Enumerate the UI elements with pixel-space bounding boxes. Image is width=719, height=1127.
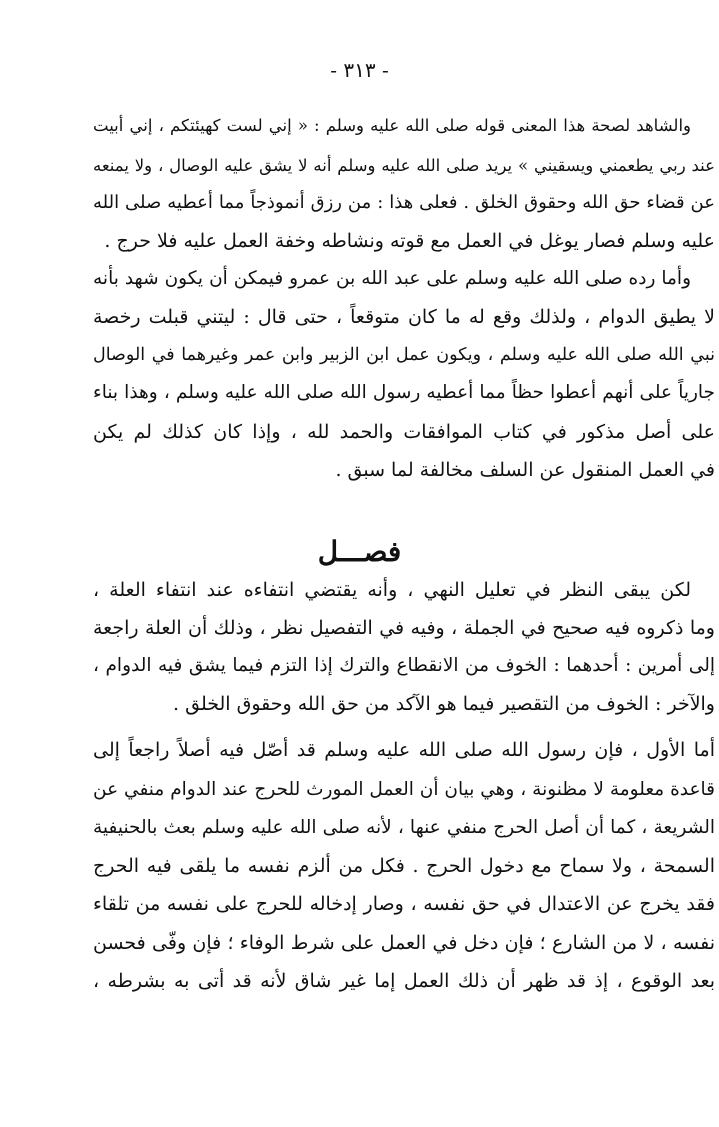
- text-line: الشريعة ، كما أن أصل الحرج منفي عنها ، لأنه صلى الله عليه وسلم بعث بالحنيفية: [93, 817, 715, 838]
- text-line: وأما رده صلى الله عليه وسلم على عبد الله بن عمرو فيمكن أن يكون شهد بأنه: [93, 268, 691, 289]
- text-line: عليه وسلم فصار يوغل في العمل مع قوته ونشاطه وخفة العمل عليه فلا حرج .: [104, 230, 715, 252]
- text-line: إلى أمرين : أحدهما : الخوف من الانقطاع والترك إذا التزم فيما يشق فيه الدوام ،: [93, 655, 715, 676]
- text-line: نبي الله صلى الله عليه وسلم ، ويكون عمل ابن الزبير وابن عمر وغيرهما في الوصال: [93, 345, 715, 365]
- text-line: السمحة ، ولا سماح مع دخول الحرج . فكل من ألزم نفسه ما يلقى فيه الحرج: [93, 855, 715, 877]
- text-line: أما الأول ، فإن رسول الله صلى الله عليه وسلم قد أصّل فيه أصلاً راجعاً إلى: [93, 739, 715, 761]
- text-line: وما ذكروه فيه صحيح في الجملة ، وفيه في التفصيل نظر ، وذلك أن العلة راجعة: [93, 617, 715, 639]
- text-line: والشاهد لصحة هذا المعنى قوله صلى الله عليه وسلم : « إني لست كهيئتكم ، إني أبيت: [93, 116, 691, 135]
- text-line: على أصل مذكور في كتاب الموافقات والحمد لله ، وإذا كان كذلك لم يكن: [93, 421, 715, 443]
- page-number: - ٣١٣ -: [330, 58, 389, 82]
- text-line: فقد يخرج عن الاعتدال في حق نفسه ، وصار إدخاله للحرج على نفسه من تلقاء: [93, 893, 715, 915]
- text-line: قاعدة معلومة لا مظنونة ، وهي بيان أن العمل المورث للحرج عند الدوام منفي عن: [93, 779, 715, 800]
- text-line: بعد الوقوع ، إذ قد ظهر أن ذلك العمل إما غير شاق لأنه قد أتى به بشرطه ،: [93, 970, 715, 992]
- section-heading: فصـــل: [317, 535, 402, 568]
- text-line: لكن يبقى النظر في تعليل النهي ، وأنه يقتضي انتفاءه عند انتفاء العلة ،: [93, 579, 691, 601]
- text-line: عن قضاء حق الله وحقوق الخلق . فعلى هذا : من رزق أنموذجاً مما أعطيه صلى الله: [93, 192, 715, 213]
- text-line: عند ربي يطعمني ويسقيني » يريد صلى الله عليه وسلم أنه لا يشق عليه الوصال ، ولا يمنعه: [93, 156, 715, 175]
- text-line: في العمل المنقول عن السلف مخالفة لما سبق .: [335, 459, 715, 481]
- text-line: لا يطيق الدوام ، ولذلك وقع له ما كان متوقعاً ، حتى قال : ليتني قبلت رخصة: [93, 306, 715, 328]
- text-line: نفسه ، لا من الشارع ؛ فإن دخل في العمل على شرط الوفاء ؛ فإن وفّى فحسن: [93, 932, 715, 954]
- text-line: جارياً على أنهم أعطوا حظاً مما أعطيه رسول الله صلى الله عليه وسلم ، وهذا بناء: [93, 382, 715, 403]
- text-line: والآخر : الخوف من التقصير فيما هو الآكد من حق الله وحقوق الخلق .: [173, 693, 715, 715]
